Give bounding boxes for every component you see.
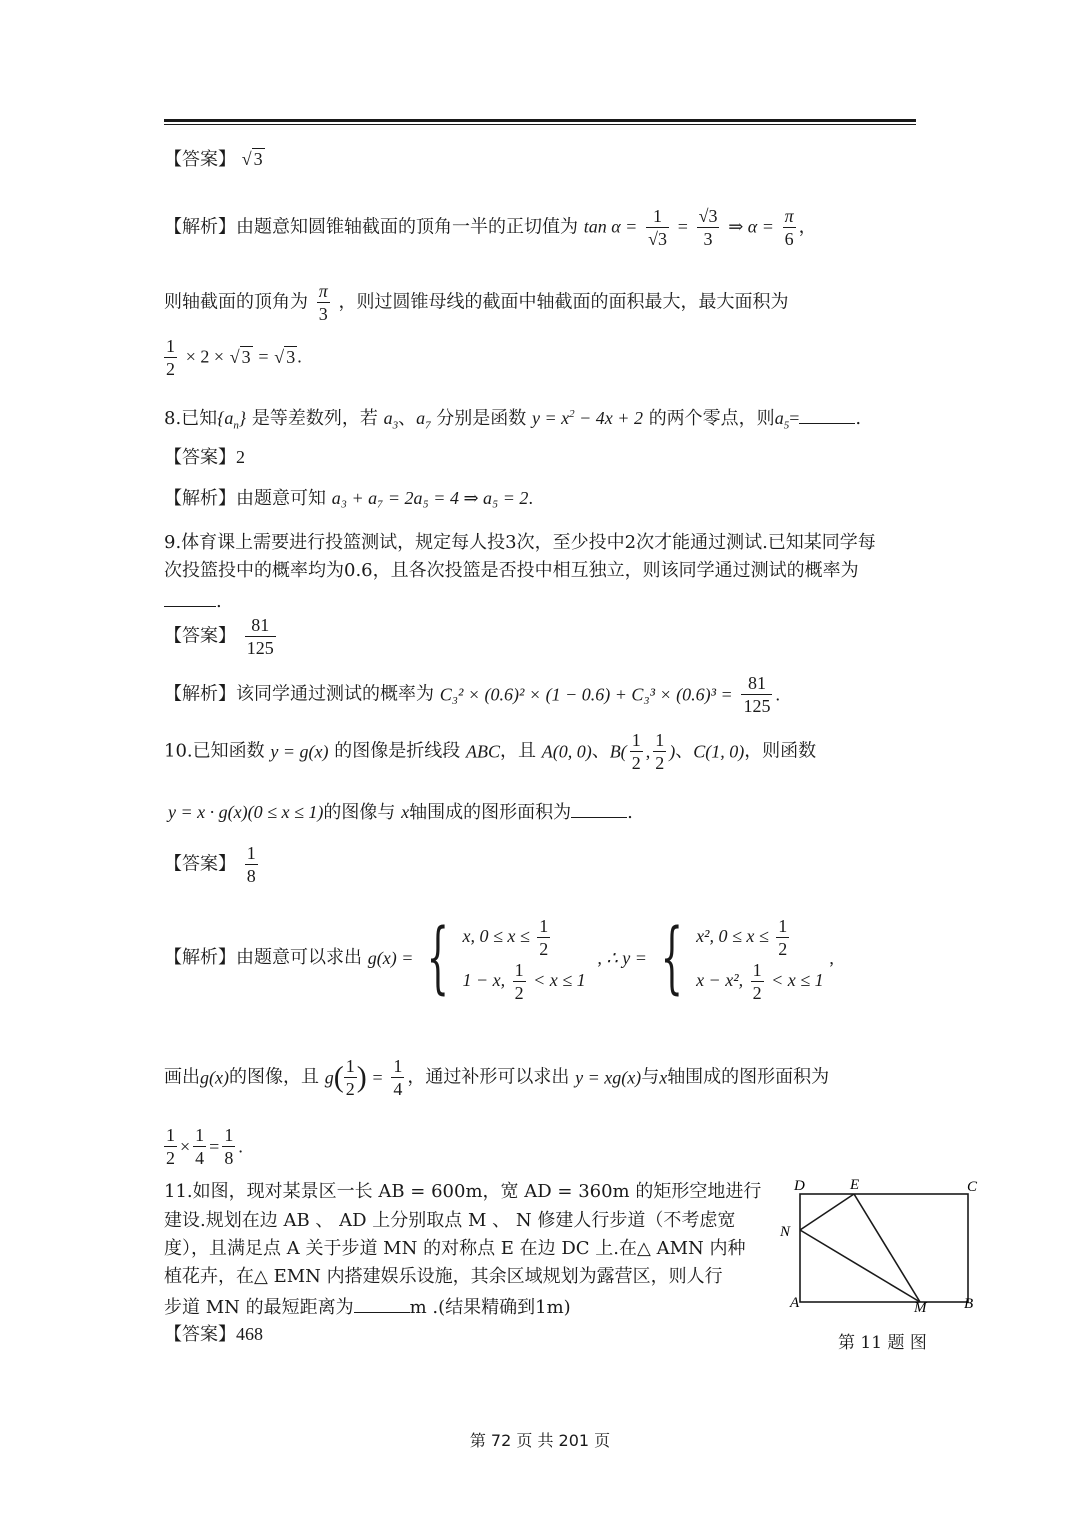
q8-stem: 8.已知$\{a_n\}$ 是等差数列，若 $a_3$、$a_7$ 分别是函数 $y = x^2 - 4x + 2$ 的两个零点，则$a_5=$ .	[164, 402, 861, 438]
q7-analysis-line3: $\frac{1}{2}$ × 2 × √ 3 = √ 3 .	[166, 336, 302, 379]
fraction: $\frac{√3}{3}$	[698, 206, 718, 249]
answer-label: 【答案】	[164, 149, 236, 170]
label-C: C	[967, 1179, 978, 1195]
q7-analysis-line1: 【解析】由题意知圆锥轴截面的顶角一半的正切值为 tan α = $\frac{1}{√3}$ = $\frac{√3}{3}$ ⇒ α = $\frac{\pi}{6}$ ，	[164, 206, 817, 249]
fraction: $\frac{\pi}{3}$	[318, 281, 328, 324]
q8-answer: 【答案】2	[164, 447, 245, 468]
answer-blank	[571, 799, 627, 818]
q11-stem-line1: 11.如图，现对某景区一长 AB = 600m，宽 AD = 360m 的矩形空地进行	[164, 1181, 762, 1202]
fraction: $\frac{1}{2}$	[166, 1125, 175, 1168]
fraction: $\frac{81}{125}$	[246, 615, 274, 658]
fraction: $\frac{81}{125}$	[743, 673, 771, 716]
q11-answer: 【答案】468	[164, 1324, 263, 1345]
answer-blank	[164, 588, 216, 607]
fraction: $\frac{1}{2}$	[166, 336, 175, 379]
fraction: $\frac{1}{2}$	[631, 730, 641, 773]
rectangle-ABCD	[800, 1194, 968, 1302]
answer-blank	[799, 405, 855, 424]
header-rule-thick	[164, 119, 916, 122]
fraction: $\frac{1}{√3}$	[648, 206, 667, 249]
q10-analysis-final: $\frac{1}{2}$ × $\frac{1}{4}$ = $\frac{1}{8}$ .	[166, 1125, 243, 1168]
analysis-label: 【解析】	[164, 216, 236, 238]
q7-answer	[164, 147, 265, 172]
segment-EM	[854, 1194, 920, 1302]
q11-stem-line3: 度），且满足点 A 关于步道 MN 的对称点 E 在边 DC 上.在△ AMN 内种	[164, 1238, 746, 1259]
answer-blank	[354, 1294, 410, 1313]
segment-NE	[800, 1194, 854, 1230]
q10-analysis-draw: 画出g(x)的图像，且 g( $\frac{1}{2}$ ) = $\frac{1}{4}$ ，通过补形可以求出 y = xg(x)与x轴围成的图形面积为	[164, 1056, 830, 1099]
segment-NM	[800, 1230, 920, 1302]
q8-analysis: 【解析】由题意可知 a₃ + a₇ = 2a₅ = 4 ⇒ a₅ = 2.	[164, 488, 533, 509]
piecewise-g: x, 0 ≤ x ≤ $\frac{1}{2}$ 1 − x, $\frac{1}{2}$ < x ≤ 1	[462, 916, 586, 1004]
header-rule-thin	[164, 124, 916, 125]
fraction: $\frac{1}{8}$	[224, 1125, 234, 1168]
q9-analysis: 【解析】该同学通过测试的概率为 C₃² × (0.6)² × (1 − 0.6) + C₃³ × (0.6)³ = $\frac{81}{125}$ .	[164, 673, 780, 716]
q10-answer: 【答案】 $\frac{1}{8}$	[164, 843, 256, 886]
q9-stem-line1: 9.体育课上需要进行投篮测试，规定每人投3次，至少投中2次才能通过测试.已知某同学每	[164, 532, 876, 553]
fraction: $\frac{1}{4}$	[195, 1125, 205, 1168]
q9-answer: 【答案】 $\frac{81}{125}$	[164, 615, 274, 658]
label-E: E	[850, 1177, 860, 1193]
page-footer: 第 72 页 共 201 页	[469, 1431, 611, 1450]
fraction: $\frac{1}{2}$	[655, 730, 665, 773]
left-brace: {	[660, 913, 683, 1003]
fraction: $\frac{1}{4}$	[393, 1056, 403, 1099]
q11-stem-line4: 植花卉，在△ EMN 内搭建娱乐设施，其余区域规划为露营区，则人行	[164, 1266, 723, 1287]
label-N: N	[780, 1224, 791, 1240]
q11-stem-line5: 步道 MN 的最短距离为 m .(结果精确到1m)	[164, 1294, 571, 1320]
label-D: D	[794, 1178, 805, 1194]
q10-stem-line2: y = x · g(x)(0 ≤ x ≤ 1)的图像与 x轴围成的图形面积为 .	[168, 799, 633, 825]
label-M: M	[914, 1300, 927, 1316]
fraction: $\frac{\pi}{6}$	[784, 206, 794, 249]
q11-stem-line2: 建设.规划在边 AB 、 AD 上分别取点 M 、 N 修建人行步道（不考虑宽	[164, 1210, 736, 1231]
label-A: A	[790, 1295, 800, 1311]
left-brace: {	[426, 913, 450, 1003]
label-B: B	[964, 1296, 974, 1312]
fraction: $\frac{1}{2}$	[345, 1056, 355, 1099]
piecewise-y: x², 0 ≤ x ≤ $\frac{1}{2}$ x − x², $\frac{1}{2}$ < x ≤ 1	[696, 916, 824, 1004]
q9-stem-line2: 次投篮投中的概率均为0.6，且各次投篮是否投中相互独立，则该同学通过测试的概率为	[164, 560, 859, 581]
q10-analysis-piecewise: 【解析】由题意可以求出 g(x) = { x, 0 ≤ x ≤ $\frac{1}{2}$ 1 − x, $\frac{1}{2}$ < x ≤ 1 , ∴ y = { x², 0 ≤ x ≤ $\frac{1}{2}$ x − x², $\frac{1}{2}$ < x ≤ 1 ,	[164, 913, 834, 1004]
sqrt-expression: √ 3	[241, 149, 263, 169]
q7-analysis-line2: 则轴截面的顶角为 $\frac{\pi}{3}$ ，则过圆锥母线的截面中轴截面的面积最大，最大面积为	[164, 281, 789, 324]
q10-stem-line1: 10.已知函数 y = g(x) 的图像是折线段 ABC，且 A(0, 0)、B( $\frac{1}{2}$ , $\frac{1}{2}$ )、C(1, 0)，则函数	[164, 730, 817, 773]
figure-caption: 第 11 题 图	[838, 1333, 927, 1353]
q9-stem-line3: .	[164, 588, 222, 614]
fraction: $\frac{1}{8}$	[246, 843, 256, 886]
